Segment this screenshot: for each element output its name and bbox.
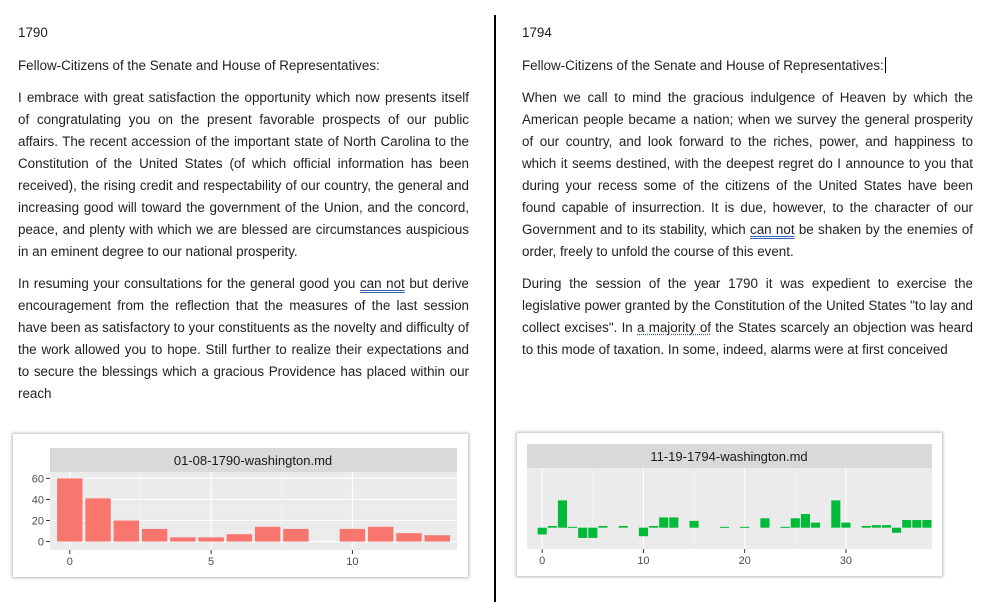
plot-group [527, 468, 932, 567]
x-tick-label: 10 [637, 555, 650, 567]
bar[interactable] [619, 526, 628, 528]
plot-panel [527, 468, 932, 549]
text-run: During the session of the year 1790 it was expedient to exercise the legislative power granted by the Constitution of the United States "to lay and collect excises". In [522, 276, 973, 335]
chart-1794-svg [517, 433, 942, 576]
salutation: Fellow-Citizens of the Senate and House of Representatives: [18, 58, 380, 73]
bar[interactable] [424, 535, 449, 541]
bar[interactable] [659, 517, 668, 527]
bar[interactable] [558, 500, 567, 527]
bar[interactable] [811, 523, 820, 528]
left-column [18, 22, 469, 415]
bar[interactable] [902, 520, 911, 528]
x-tick-label: 20 [738, 555, 751, 567]
bar[interactable] [85, 498, 110, 541]
bar[interactable] [801, 514, 810, 528]
bar[interactable] [740, 527, 749, 528]
bar[interactable] [862, 526, 871, 528]
bar[interactable] [396, 533, 421, 541]
bar[interactable] [368, 527, 393, 542]
plot-panel [50, 472, 457, 550]
bar[interactable] [922, 520, 931, 528]
chart-1794[interactable] [517, 433, 942, 576]
grammar-flag[interactable]: a majority of [637, 320, 711, 335]
bar[interactable] [882, 525, 891, 528]
column-divider [494, 15, 496, 602]
bar[interactable] [791, 518, 800, 527]
plot-group [32, 472, 457, 568]
bar[interactable] [170, 537, 195, 541]
paragraph[interactable] [18, 273, 469, 405]
chart-title: 11-19-1794-washington.md [650, 449, 808, 464]
bar[interactable] [548, 526, 557, 528]
bar[interactable] [912, 520, 921, 528]
x-tick-label: 30 [839, 555, 853, 567]
bar[interactable] [669, 517, 678, 527]
bar[interactable] [690, 521, 699, 528]
bar[interactable] [57, 478, 82, 541]
y-tick-label: 60 [31, 473, 44, 486]
text-run: When we call to mind the gracious indulgence of Heaven by which the American people became a nation; when we survey the general prosperity of our country, and look forward to the riches, power, and happiness to which it seems destined, with the deepest regret do I announce to you that during your recess some of the citizens of the United States have been found capable of insurrection. It is due, however, to the character of our Government and to its stability, which [522, 90, 973, 237]
x-tick-label: 0 [66, 556, 73, 568]
bar[interactable] [568, 527, 577, 528]
x-tick-label: 10 [346, 556, 359, 568]
text-cursor [885, 57, 886, 73]
bar[interactable] [598, 526, 607, 528]
y-tick-label: 0 [37, 536, 44, 549]
year-heading: 1794 [522, 25, 552, 40]
bar[interactable] [649, 526, 658, 528]
grammar-flag[interactable]: can not [750, 222, 795, 237]
bar[interactable] [831, 500, 840, 527]
bar[interactable] [588, 528, 597, 538]
chart-title: 01-08-1790-washington.md [173, 453, 333, 468]
grammar-flag[interactable]: can not [359, 276, 405, 291]
bar[interactable] [760, 518, 769, 527]
bar[interactable] [841, 523, 850, 528]
bar[interactable] [340, 529, 365, 542]
right-column [522, 22, 973, 371]
paragraph[interactable] [522, 87, 973, 263]
x-tick-label: 5 [208, 556, 215, 568]
bar[interactable] [114, 520, 139, 541]
bar[interactable] [283, 529, 308, 542]
bar[interactable] [639, 528, 648, 537]
bar[interactable] [227, 534, 252, 541]
bar[interactable] [720, 527, 729, 528]
chart-1790[interactable] [13, 434, 468, 577]
y-tick-label: 20 [31, 515, 44, 528]
bar[interactable] [781, 527, 790, 528]
y-tick-label: 40 [31, 494, 44, 507]
bar[interactable] [142, 529, 167, 542]
bar[interactable] [578, 528, 587, 538]
bar[interactable] [872, 525, 881, 528]
text-run: be shaken by the enemies of order, freely to unfold the course of this event. [522, 222, 973, 259]
text-run: In resuming your consultations for the general good you [18, 276, 360, 291]
chart-1790-svg [13, 434, 468, 577]
bar[interactable] [198, 537, 223, 541]
paragraph[interactable] [522, 273, 973, 361]
salutation[interactable] [522, 55, 973, 77]
year-heading: 1790 [18, 25, 48, 40]
salutation-text: Fellow-Citizens of the Senate and House of Representatives: [522, 58, 884, 73]
bar[interactable] [892, 528, 901, 533]
paragraph[interactable]: I embrace with great satisfaction the opportunity which now presents itself of congratulating you on the present favorable prospects of our public affairs. The recent accession of the important state of North Carolina to the Constitution of the United States (of which official information has been received), the rising credit and respectability of our country, the general and increasing good will toward the government of the Union, and the concord, peace, and plenty with which we are blessed are circumstances auspicious in an eminent degree to our national prosperity. [18, 90, 469, 259]
bar[interactable] [538, 528, 547, 535]
x-tick-label: 0 [539, 555, 546, 567]
bar[interactable] [255, 527, 280, 542]
text-run: the States scarcely an objection was heard to this mode of taxation. In some, indeed, alarms were at first conceived [522, 320, 973, 357]
text-run: but derive encouragement from the reflection that the measures of the last session have been as satisfactory to your constituents as the novelty and difficulty of the work allowed you to hope. Still further to realize their expectations and to secure the blessings which a gracious Providence has placed within our reach [18, 276, 469, 401]
